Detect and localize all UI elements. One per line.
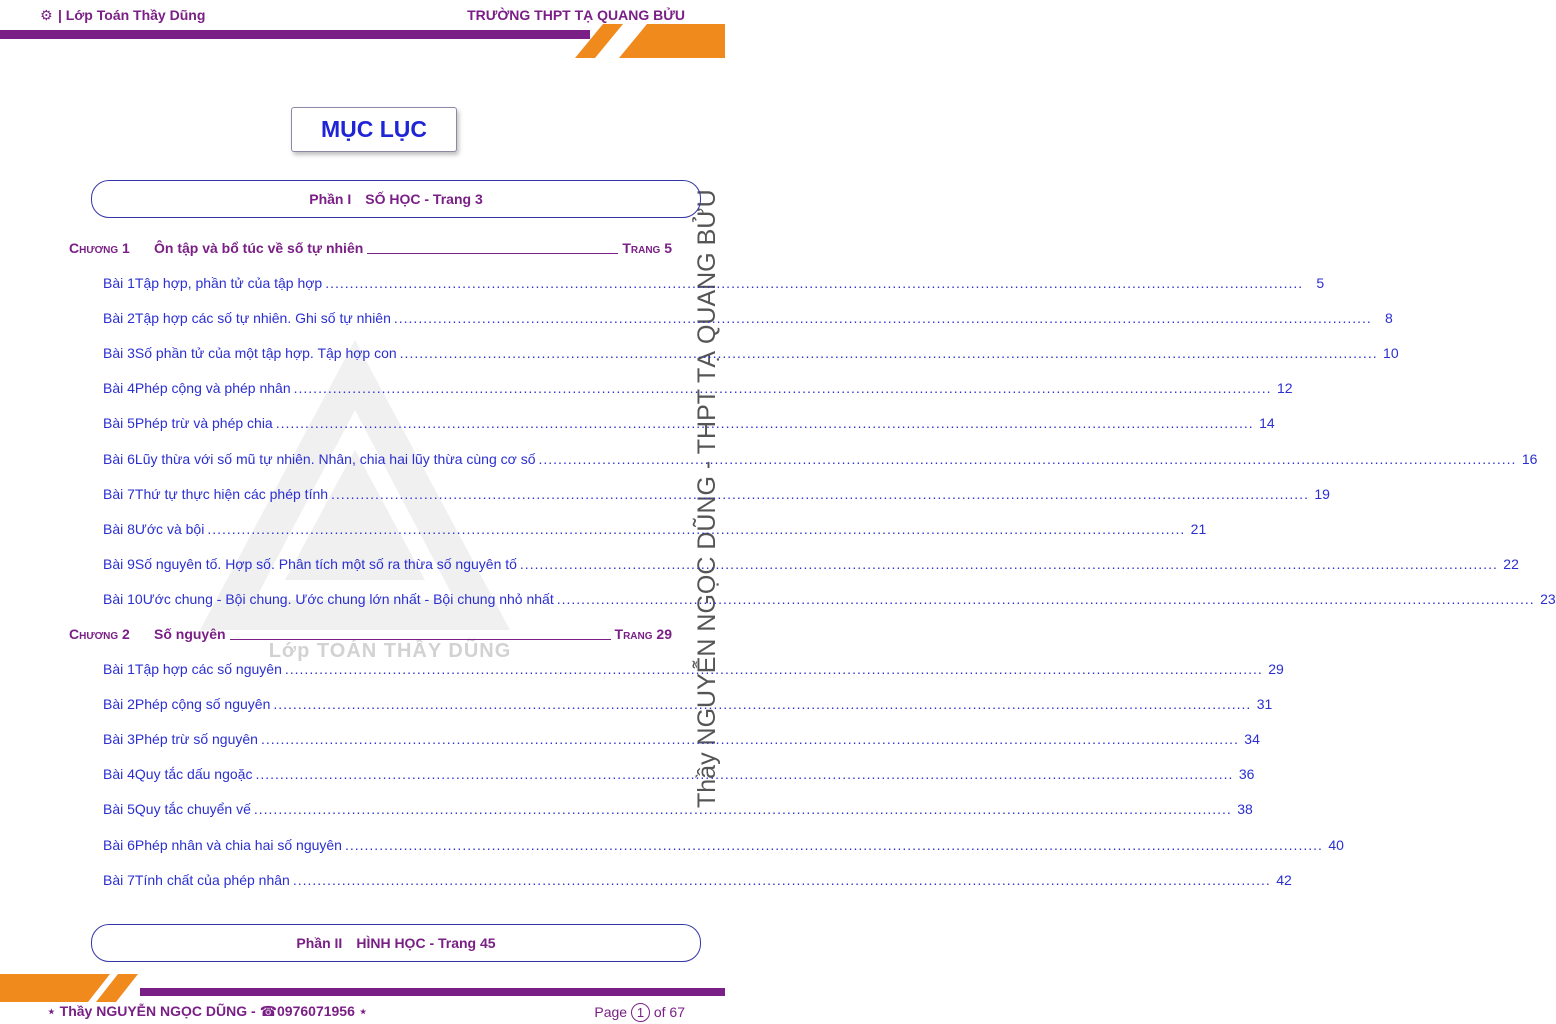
lesson-leader-dots: ........................................................................................................................................................................................................: [260, 731, 1239, 748]
lesson-row[interactable]: [103, 378, 1293, 398]
lesson-page: 16: [1521, 450, 1538, 467]
lesson-title: Quy tắc dấu ngoặc: [134, 766, 253, 783]
lesson-leader-dots: ........................................................................................................................................................................................................: [325, 275, 1304, 291]
lesson-number: Bài 4: [103, 766, 135, 783]
lesson-number: Bài 3: [103, 345, 135, 362]
lesson-title: Lũy thừa với số mũ tự nhiên. Nhân, chia hai lũy thừa cùng cơ số: [134, 450, 536, 467]
cogs-icon: ⚙: [40, 7, 53, 23]
lesson-leader-dots: ........................................................................................................................................................................................................: [293, 380, 1272, 397]
lesson-title: Tính chất của phép nhân: [134, 871, 290, 888]
lesson-leader-dots: ........................................................................................................................................................................................................: [207, 520, 1186, 537]
lesson-row[interactable]: [103, 449, 1538, 469]
lesson-number: Bài 6: [103, 450, 135, 467]
header-decoration: [575, 24, 725, 58]
lesson-number: Bài 7: [103, 871, 135, 888]
chapter-1-row[interactable]: [69, 238, 672, 258]
lesson-number: Bài 2: [103, 310, 135, 327]
lesson-leader-dots: ........................................................................................................................................................................................................: [275, 415, 1254, 432]
lesson-title: Tập hợp, phần tử của tập hợp: [134, 275, 323, 291]
part-1-box[interactable]: [91, 180, 701, 218]
lesson-row[interactable]: [103, 659, 1284, 679]
lesson-number: Bài 6: [103, 836, 135, 853]
chapter-label: Chương 1: [69, 240, 130, 256]
header-right: TRƯỜNG THPT TẠ QUANG BỬU: [467, 7, 685, 23]
lesson-page: 23: [1540, 590, 1556, 607]
header-bar: [0, 30, 590, 39]
page-current: 1: [631, 1003, 650, 1022]
side-vertical-text: Thầy NGUYỄN NGỌC DŨNG - THPT TẠ QUANG BỬU: [693, 189, 721, 808]
chapter-page: Trang 5: [622, 240, 672, 256]
lesson-number: Bài 3: [103, 731, 135, 748]
lesson-leader-dots: ........................................................................................................................................................................................................: [399, 345, 1378, 362]
part-2-label: Phần II: [296, 935, 343, 951]
lesson-row[interactable]: [103, 870, 1292, 890]
lesson-number: Bài 1: [103, 661, 135, 677]
lesson-row[interactable]: [103, 729, 1260, 749]
lesson-title: Số nguyên tố. Hợp số. Phân tích một số ra thừa số nguyên tố: [134, 555, 517, 572]
lesson-row[interactable]: [103, 519, 1207, 539]
lesson-page: 14: [1259, 415, 1275, 432]
lesson-page: 22: [1503, 555, 1519, 572]
lesson-number: Bài 5: [103, 801, 135, 818]
part-1-label: Phần I: [309, 191, 352, 207]
lesson-title: Ước và bội: [134, 520, 205, 537]
lesson-number: Bài 5: [103, 415, 135, 432]
lesson-title: Tập hợp các số nguyên: [134, 661, 282, 677]
lesson-row[interactable]: [103, 343, 1399, 363]
lesson-page: 38: [1237, 801, 1253, 818]
lesson-page: 34: [1244, 731, 1260, 748]
footer-decoration: [0, 974, 150, 1002]
footer-name: ⋆ Thầy NGUYỄN NGỌC DŨNG -: [47, 1003, 256, 1019]
page-prefix: Page: [594, 1004, 628, 1020]
lesson-page: 31: [1256, 696, 1273, 713]
lesson-title: Phép trừ số nguyên: [134, 731, 258, 748]
lesson-page: 19: [1314, 485, 1330, 502]
lesson-title: Thứ tự thực hiện các phép tính: [134, 485, 329, 502]
lesson-title: Phép nhân và chia hai số nguyên: [134, 836, 342, 853]
lesson-leader-dots: ........................................................................................................................................................................................................: [331, 485, 1309, 502]
lesson-page: 40: [1328, 836, 1344, 853]
lesson-row[interactable]: [103, 694, 1273, 714]
lesson-page: 36: [1238, 766, 1255, 783]
lesson-row[interactable]: [103, 764, 1255, 784]
lesson-number: Bài 9: [103, 555, 135, 572]
chapter-2-row[interactable]: [69, 624, 672, 644]
footer-bar: [140, 988, 725, 996]
lesson-title: Phép trừ và phép chia: [134, 415, 273, 432]
lesson-title: Số phần tử của một tập hợp. Tập hợp con: [134, 345, 397, 362]
lesson-number: Bài 4: [103, 380, 135, 397]
chapter-label: Chương 2: [69, 626, 130, 642]
lesson-page: 5: [1316, 275, 1325, 291]
lesson-title: Phép cộng số nguyên: [134, 696, 271, 713]
lesson-title: Ước chung - Bội chung. Ước chung lớn nhất - Bội chung nhỏ nhất: [142, 590, 554, 607]
lesson-page: 42: [1276, 871, 1292, 888]
lesson-title: Quy tắc chuyển vế: [134, 801, 251, 818]
page-title: MỤC LỤC: [291, 107, 457, 152]
lesson-number: Bài 1: [103, 275, 135, 291]
lesson-title: Tập hợp các số tự nhiên. Ghi số tự nhiên: [134, 310, 391, 327]
lesson-number: Bài 7: [103, 485, 135, 502]
lesson-leader-dots: ........................................................................................................................................................................................................: [255, 766, 1234, 783]
lesson-title: Phép cộng và phép nhân: [134, 380, 291, 397]
lesson-row[interactable]: [103, 799, 1253, 819]
lesson-leader-dots: ........................................................................................................................................................................................................: [273, 696, 1252, 713]
part-2-box[interactable]: [91, 924, 701, 962]
header-left: [40, 7, 205, 24]
phone-icon: ☎: [259, 1003, 278, 1019]
lesson-leader-dots: ........................................................................................................................................................................................................: [556, 590, 1535, 607]
lesson-leader-dots: ........................................................................................................................................................................................................: [253, 801, 1232, 818]
lesson-row[interactable]: [103, 273, 1325, 293]
lesson-page: 29: [1268, 661, 1284, 677]
watermark-text: Lớp TOÁN THẦY DŨNG: [268, 640, 512, 662]
lesson-page: 12: [1276, 380, 1293, 397]
lesson-leader-dots: ........................................................................................................................................................................................................: [538, 450, 1517, 467]
lesson-leader-dots: ........................................................................................................................................................................................................: [519, 555, 1498, 572]
lesson-number: Bài 2: [103, 696, 135, 713]
part-1-name: SỐ HỌC - Trang 3: [365, 191, 483, 207]
header-left-text: | Lớp Toán Thầy Dũng: [58, 7, 206, 23]
lesson-row[interactable]: [103, 413, 1275, 433]
lesson-row[interactable]: [103, 835, 1344, 855]
chapter-leader-line: [367, 253, 618, 254]
footer-phone: 0976071956 ⋆: [277, 1003, 368, 1019]
chapter-title: Số nguyên: [154, 626, 226, 642]
chapter-page: Trang 29: [614, 626, 672, 642]
lesson-number: Bài 10: [103, 590, 143, 607]
lesson-row[interactable]: [103, 589, 1556, 609]
lesson-number: Bài 8: [103, 520, 135, 537]
lesson-leader-dots: ........................................................................................................................................................................................................: [284, 661, 1263, 677]
lesson-leader-dots: ........................................................................................................................................................................................................: [344, 836, 1323, 853]
lesson-row[interactable]: [103, 484, 1330, 504]
chapter-leader-line: [230, 639, 611, 640]
lesson-page: 21: [1190, 520, 1207, 537]
footer-page-number: [594, 1003, 685, 1022]
footer-author: [47, 1003, 368, 1020]
lesson-leader-dots: ........................................................................................................................................................................................................: [393, 310, 1372, 327]
lesson-row[interactable]: [103, 554, 1519, 574]
lesson-page: 8: [1385, 310, 1393, 327]
lesson-row[interactable]: [103, 308, 1393, 328]
chapter-title: Ôn tập và bổ túc về số tự nhiên: [154, 240, 364, 256]
part-2-name: HÌNH HỌC - Trang 45: [356, 935, 496, 951]
lesson-page: 10: [1383, 345, 1399, 362]
page-suffix: of 67: [653, 1004, 685, 1020]
lesson-leader-dots: ........................................................................................................................................................................................................: [292, 871, 1271, 888]
